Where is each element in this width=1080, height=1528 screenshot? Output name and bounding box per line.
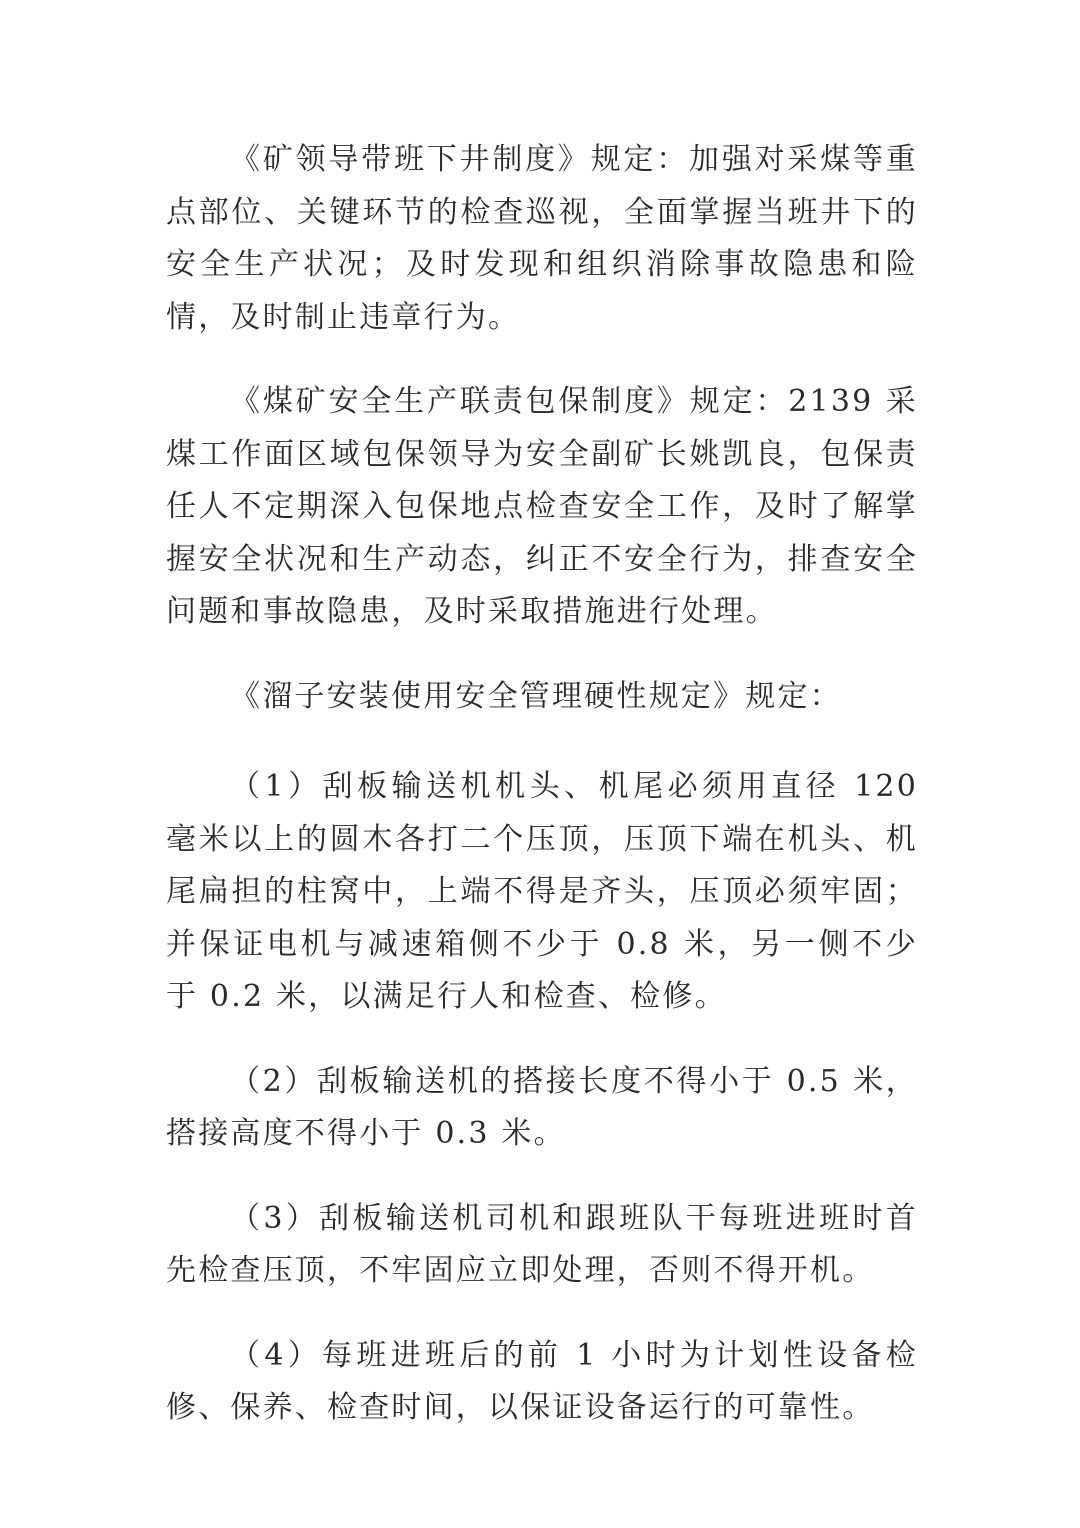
paragraph-shift-leader-rule: 《矿领导带班下井制度》规定：加强对采煤等重点部位、关键环节的检查巡视，全面掌握当班井下的安全生产状况；及时发现和组织消除事故隐患和险情，及时制止违章行为。 [166,142,918,335]
paragraph-safety-responsibility-rule: 《煤矿安全生产联责包保制度》规定：2139 采煤工作面区域包保领导为安全副矿长姚凯良，包保责任人不定期深入包保地点检查安全工作，及时了解掌握安全状况和生产动态，纠正不安全行为，排查安全问题和事故隐患，及时采取措施进行处理。 [166,384,918,629]
paragraph-rule-4: （4）每班进班后的前 1 小时为计划性设备检修、保养、检查时间，以保证设备运行的可靠性。 [166,1337,918,1425]
paragraph-rule-2: （2）刮板输送机的搭接长度不得小于 0.5 米，搭接高度不得小于 0.3 米。 [166,1063,918,1151]
document-body [166,134,918,1467]
paragraph-rule-3: （3）刮板输送机司机和跟班队干每班进班时首先检查压顶，不牢固应立即处理，否则不得开机。 [166,1200,918,1288]
paragraph-conveyor-rules-heading: 《溜子安装使用安全管理硬性规定》规定： [230,678,842,714]
paragraph-rule-1: （1）刮板输送机机头、机尾必须用直径 120 毫米以上的圆木各打二个压顶，压顶下端在机头、机尾扁担的柱窝中，上端不得是齐头，压顶必须牢固；并保证电机与减速箱侧不少于 0.8 米，另一侧不少于 0.2 米，以满足行人和检查、检修。 [166,769,918,1014]
